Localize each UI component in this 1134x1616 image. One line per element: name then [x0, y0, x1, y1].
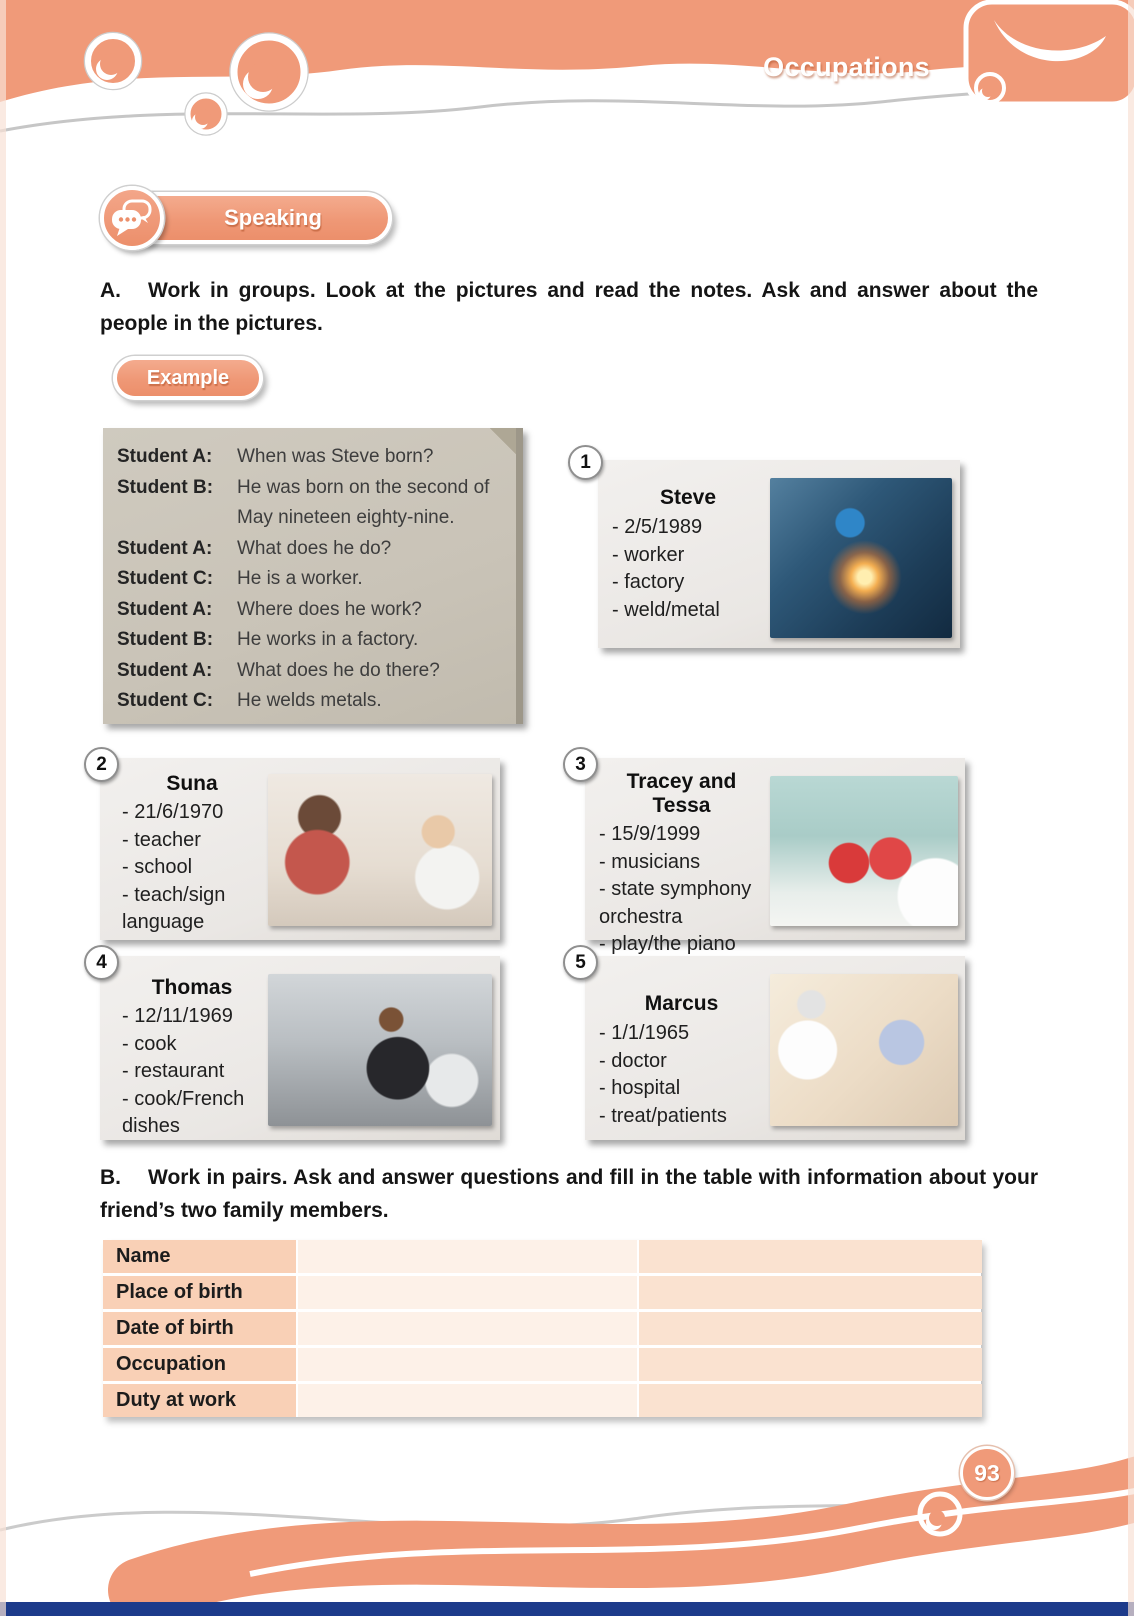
table-row [103, 1384, 981, 1417]
card-marcus [575, 951, 965, 1140]
answer-cell [298, 1240, 637, 1273]
row-label-occupation: Occupation [103, 1348, 296, 1381]
card-number-badge: 1 [568, 445, 603, 480]
card-number-badge: 2 [84, 747, 119, 782]
speaker-label: Student A: [117, 446, 213, 467]
page-number-badge: 93 [960, 1446, 1014, 1500]
decorative-circle-icon [976, 74, 1004, 102]
section-a-text: Work in groups. Look at the pictures and read the notes. Ask and answer about the people in the pictures. [100, 279, 1038, 335]
table-row [103, 1240, 981, 1273]
row-label-date-of-birth: Date of birth [103, 1312, 296, 1345]
section-b-label: B. [100, 1166, 121, 1189]
speaking-badge-label: Speaking [224, 205, 322, 230]
card-note: - weld/metal [612, 598, 720, 621]
dialogue-text: He is a worker. [237, 568, 363, 589]
card-number-badge: 4 [84, 945, 119, 980]
dialogue-text: What does he do there? [237, 659, 440, 681]
section-a-label: A. [100, 279, 121, 302]
card-note: - teach/sign language [122, 883, 226, 933]
card-note: - 21/6/1970 [122, 801, 224, 823]
answer-cell [298, 1312, 637, 1345]
dialogue-row [117, 595, 506, 626]
card-note: - cook [122, 1032, 177, 1055]
dialogue-row [117, 625, 506, 656]
card-note: - musicians [599, 850, 701, 873]
dialogue-row [117, 564, 506, 595]
dialogue-row [117, 442, 506, 473]
card-steve [580, 451, 960, 648]
chef-photo [268, 974, 492, 1126]
doctor-patient-photo [770, 974, 958, 1126]
dialogue-text: When was Steve born? [237, 446, 434, 467]
bottom-navy-strip [0, 1602, 1134, 1616]
card-note: - worker [612, 543, 685, 566]
card-note: - 15/9/1999 [599, 823, 701, 845]
card-note: - factory [612, 571, 685, 593]
answer-cell [298, 1384, 637, 1417]
table-row [103, 1348, 981, 1381]
dialogue-text: He welds metals. [237, 690, 382, 711]
card-note: - teacher [122, 828, 201, 851]
card-name: Marcus [644, 992, 719, 1015]
section-b-text: Work in pairs. Ask and answer questions and fill in the table with information about your friend’s two family members. [100, 1166, 1038, 1222]
piano-musicians-photo [770, 776, 958, 926]
row-label-place-of-birth: Place of birth [103, 1276, 296, 1309]
card-name: Tracey and Tessa [626, 770, 737, 817]
dialogue-text: Where does he work? [237, 598, 422, 620]
example-badge [113, 356, 263, 400]
header-wave-decoration [0, 0, 1134, 170]
answer-cell [639, 1240, 982, 1273]
answer-cell [639, 1384, 982, 1417]
card-note: - hospital [599, 1077, 681, 1099]
table-row [103, 1312, 981, 1345]
sign-language-teacher-photo [268, 774, 492, 926]
card-number-badge: 5 [563, 945, 598, 980]
row-label-duty-at-work: Duty at work [103, 1384, 296, 1417]
answer-cell [639, 1276, 982, 1309]
card-name: Steve [659, 486, 717, 509]
card-note: - cook/French dishes [122, 1087, 245, 1137]
example-dialogue-box [103, 428, 523, 724]
speaking-badge [100, 192, 392, 248]
page-edge-decoration [0, 0, 6, 1616]
card-number-badge: 3 [563, 747, 598, 782]
speech-bubbles-icon [100, 186, 164, 250]
dialogue-text: He was born on the second of May nineteen eighty-nine. [237, 476, 490, 528]
card-tracey-and-tessa [575, 753, 965, 955]
page-header-title: Occupations [763, 52, 930, 82]
speaker-label: Student B: [117, 629, 214, 650]
card-note: - school [122, 856, 193, 878]
card-note: - 2/5/1989 [612, 516, 703, 538]
page-edge-decoration [1128, 0, 1134, 1616]
speaker-label: Student A: [117, 598, 213, 620]
answer-cell [298, 1276, 637, 1309]
speaker-label: Student B: [117, 476, 214, 498]
section-b-instruction [100, 1161, 1038, 1227]
card-note: - 1/1/1965 [599, 1022, 690, 1044]
answer-cell [298, 1348, 637, 1381]
decorative-circle-icon [85, 33, 142, 90]
speaker-label: Student C: [117, 690, 214, 711]
decorative-circle-icon [185, 93, 227, 135]
card-name: Suna [166, 772, 218, 795]
dialogue-text: What does he do? [237, 537, 392, 559]
row-label-name: Name [103, 1240, 296, 1273]
speaker-label: Student C: [117, 568, 214, 589]
example-badge-label: Example [146, 366, 230, 389]
card-note: - restaurant [122, 1060, 225, 1082]
card-note: - doctor [599, 1049, 667, 1072]
dialogue-row [117, 656, 506, 687]
speaker-label: Student A: [117, 659, 213, 681]
decorative-circle-icon [230, 33, 308, 111]
section-a-instruction [100, 274, 1038, 340]
card-note: - 12/11/1969 [122, 1005, 233, 1027]
card-suna [96, 753, 500, 940]
answer-cell [639, 1348, 982, 1381]
dialogue-row [117, 534, 506, 565]
dialogue-row [117, 686, 506, 717]
card-name: Thomas [151, 976, 233, 999]
card-note: - treat/patients [599, 1104, 727, 1127]
dialogue-text: He works in a factory. [237, 629, 419, 650]
dialogue-row [117, 473, 506, 534]
card-note: - state symphony orchestra [599, 878, 752, 928]
table-row [103, 1276, 981, 1309]
family-info-table [103, 1240, 981, 1417]
card-note: - play/the piano [599, 933, 736, 955]
speaker-label: Student A: [117, 537, 213, 559]
welder-photo [770, 478, 952, 638]
card-thomas [96, 951, 500, 1140]
answer-cell [639, 1312, 982, 1345]
